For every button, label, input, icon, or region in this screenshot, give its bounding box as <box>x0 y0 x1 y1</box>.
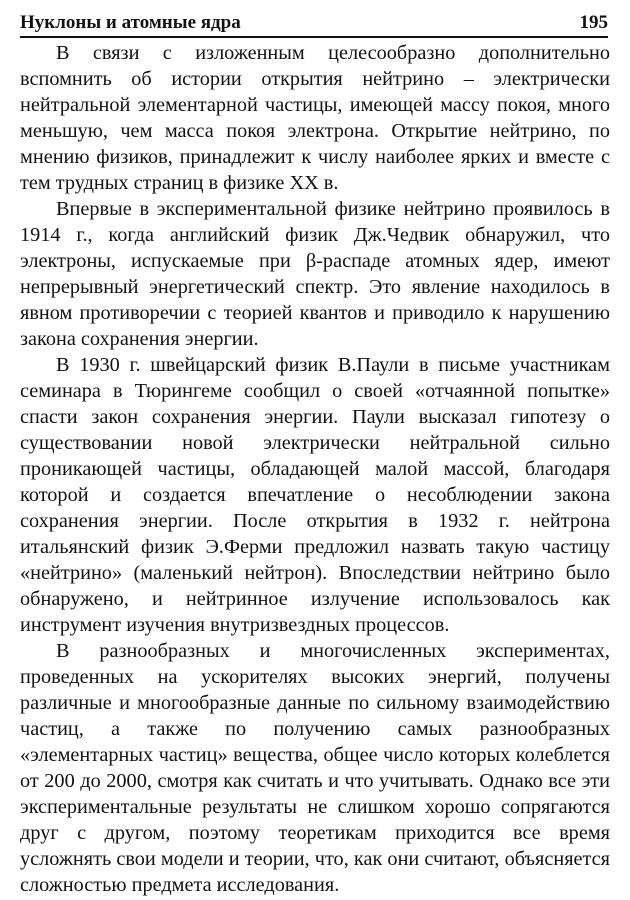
paragraph: В связи с изложенным целесообразно дополнительно вспомнить об истории открытия нейтрино – электрически нейтральной элементарной частицы, имеющей массу покоя, много меньшую, чем масса покоя электрона. Открытие нейтрино, по мнению физиков, принадлежит к числу наиболее ярких и вместе с тем трудных страниц в физике XX в. <box>20 42 610 194</box>
body-text <box>20 40 610 898</box>
header-rule <box>20 36 608 38</box>
page-number: 195 <box>579 12 608 33</box>
chapter-title: Нуклоны и атомные ядра <box>20 12 241 33</box>
paragraph: В 1930 г. швейцарский физик В.Паули в письме участникам семинара в Тюрингеме сообщил о своей «отчаянной попытке» спасти закон сохранения энергии. Паули высказал гипотезу о существовании новой электрически нейтральной сильно проникающей частицы, обладающей малой массой, благодаря которой и создается впечатление о несоблюдении закона сохранения энергии. После открытия в 1932 г. нейтрона итальянский физик Э.Ферми предложил назвать такую частицу «нейтрино» (маленький нейтрон). Впоследствии нейтрино было обнаружено, и нейтринное излучение использовалось как инструмент изучения внутризвездных процессов. <box>20 354 610 636</box>
paragraph: Впервые в экспериментальной физике нейтрино проявилось в 1914 г., когда английский физик Дж.Чедвик обнаружил, что электроны, испускаемые при β-распаде атомных ядер, имеют непрерывный энергетический спектр. Это явление находилось в явном противоречии с теорией квантов и приводило к нарушению закона сохранения энергии. <box>20 198 610 350</box>
paragraph: В разнообразных и многочисленных экспериментах, проведенных на ускорителях высоких энергий, получены различные и многообразные данные по сильному взаимодействию частиц, а также по получению самых разнообразных «элементарных частиц» вещества, общее число которых колеблется от 200 до 2000, смотря как считать и что учитывать. Однако все эти экспериментальные результаты не слишком хорошо сопрягаются друг с другом, поэтому теоретикам приходится все время усложнять свои модели и теории, что, как они считают, объясняется сложностью предмета исследования. <box>20 640 610 896</box>
running-head <box>20 8 608 34</box>
